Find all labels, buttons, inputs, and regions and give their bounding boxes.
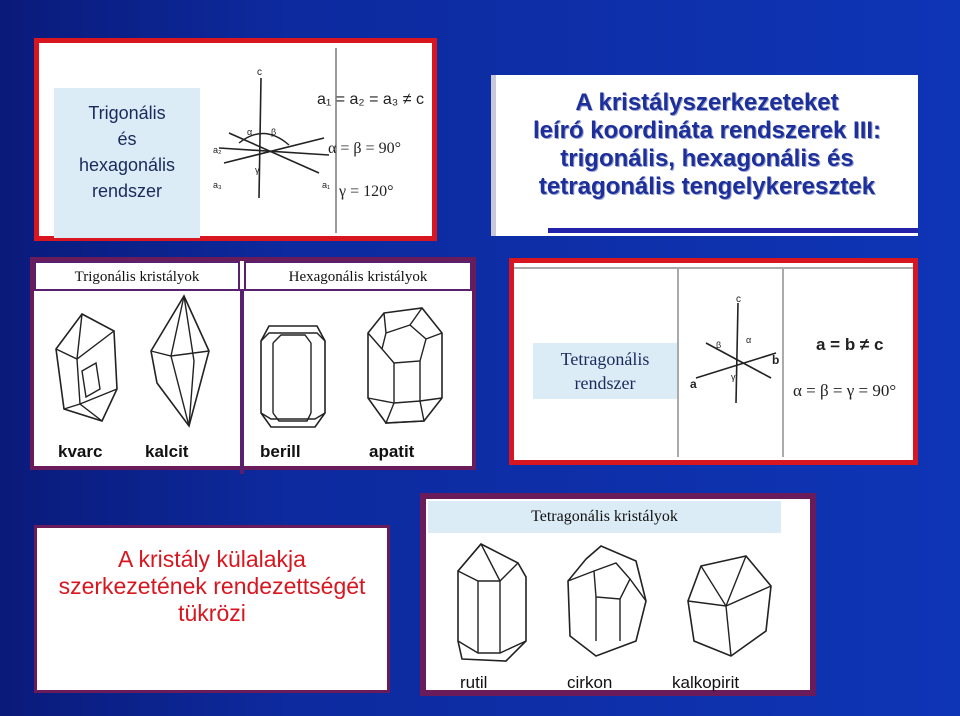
svg-text:α: α: [247, 127, 253, 137]
tetra-formula-2: α = β = γ = 90°: [793, 381, 897, 400]
svg-text:γ: γ: [255, 165, 260, 175]
trigonal-hexagonal-crystals-panel: [30, 257, 476, 470]
coords-label: Trigonális és hexagonális rendszer: [78, 103, 176, 201]
svg-text:β: β: [271, 127, 277, 137]
svg-text:α: α: [746, 335, 752, 345]
coords-formula-3: γ = 120°: [339, 183, 394, 200]
svg-text:a: a: [690, 377, 697, 391]
title-underline: [548, 228, 918, 233]
crystal-name-cirkon: cirkon: [567, 673, 613, 692]
svg-text:β: β: [716, 340, 722, 350]
chalcopyrite-crystal-drawing: [686, 551, 776, 661]
tetragonal-coordinate-panel: [509, 258, 918, 465]
trigonal-hexagonal-coordinate-panel: [34, 38, 437, 241]
tetragonal-axes-diagram: [686, 294, 781, 408]
beryl-crystal-drawing: [259, 321, 329, 431]
tetra-coords-divider: [514, 267, 913, 269]
rutile-crystal-drawing: [456, 541, 531, 666]
tetragonal-crystals-panel: [420, 493, 816, 696]
zircon-crystal-drawing: [566, 541, 651, 661]
statement-text: A kristály külalakja szerkezetének rendezettségét tükrözi: [58, 546, 366, 626]
crystal-name-kvarc: kvarc: [58, 442, 103, 461]
apatite-crystal-drawing: [364, 303, 444, 428]
tetra-formula-1: a = b ≠ c: [816, 335, 884, 354]
tetragonal-crystals-header: Tetragonális kristályok: [428, 501, 781, 533]
svg-text:γ: γ: [731, 372, 736, 382]
trigonal-crystals-header: Trigonális kristályok: [34, 261, 240, 291]
crystal-name-rutil: rutil: [460, 673, 488, 692]
tetra-coords-vline-1: [677, 267, 679, 457]
tetra-coords-vline-2: [782, 267, 784, 457]
svg-text:b: b: [772, 353, 780, 367]
svg-text:a₃: a₃: [213, 180, 222, 190]
title-panel: [491, 75, 918, 236]
hexagonal-crystals-header: Hexagonális kristályok: [244, 261, 472, 291]
statement-panel: [34, 525, 390, 693]
tetra-label: Tetragonális rendszer: [560, 349, 650, 393]
crystals-separator: [240, 289, 244, 474]
crystal-name-berill: berill: [260, 442, 301, 461]
crystal-name-kalcit: kalcit: [145, 442, 189, 461]
page-title: A kristályszerkezeteket leíró koordináta rendszerek III: trigonális, hexagonális és tetragonális tengelykeresztek: [532, 89, 882, 200]
coords-formula-2: α = β = 90°: [328, 140, 401, 157]
crystal-name-kalkopirit: kalkopirit: [672, 673, 740, 692]
quartz-crystal-drawing: [52, 309, 122, 429]
crystal-name-apatit: apatit: [369, 442, 415, 461]
svg-text:a₁: a₁: [322, 180, 331, 190]
coords-label-box: [54, 88, 200, 238]
hexagonal-axes-diagram: [209, 63, 344, 213]
tetra-label-box: [533, 343, 677, 399]
calcite-crystal-drawing: [149, 291, 214, 431]
coords-formula-1: a₁ = a₂ = a₃ ≠ c: [317, 91, 424, 108]
svg-text:c: c: [736, 294, 741, 305]
svg-text:c: c: [257, 67, 262, 78]
svg-text:a₂: a₂: [213, 145, 222, 155]
